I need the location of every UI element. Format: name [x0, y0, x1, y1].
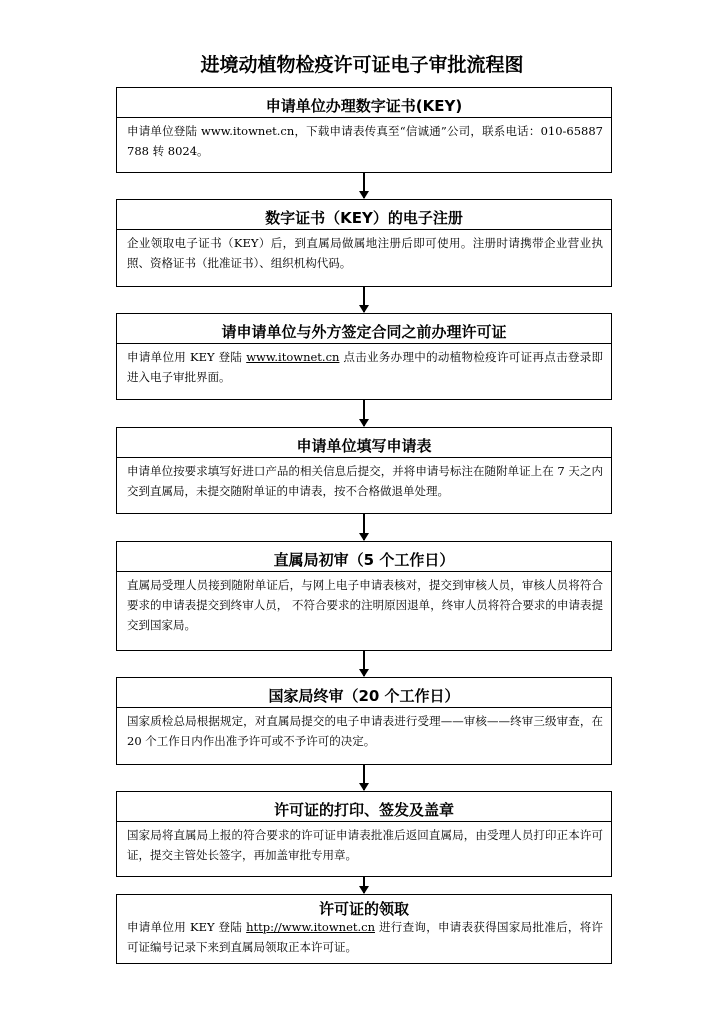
- arrow-4-5: [363, 514, 365, 540]
- step-1-title: 申请单位办理数字证书(KEY): [265, 97, 463, 115]
- step-2-box: [116, 199, 612, 287]
- step-7-box: [116, 791, 612, 877]
- step-2-text: 企业领取电子证书（KEY）后，到直属局做属地注册后即可使用。注册时请携带企业营业执照、资格证书（批准证书）、组织机构代码。: [127, 236, 603, 270]
- step-1-text: 申请单位登陆 www.itownet.cn，下载申请表传真至“信诚通”公司，联系电话：010-65887788 转 8024。: [127, 124, 603, 158]
- step-1-box: [116, 87, 612, 173]
- step-5-title: 直属局初审（5 个工作日）: [273, 551, 455, 569]
- arrow-3-4: [363, 400, 365, 426]
- step-3-text: [117, 344, 611, 387]
- step-3-text-post: 点击业务办理中的动植物检疫许可证再点击登录即进入电子审批界面。: [127, 350, 604, 384]
- step-4-text: 申请单位按要求填写好进口产品的相关信息后提交，并将申请号标注在随附单证上在 7 天之内交到直属局，未提交随附单证的申请表，按不合格做退单处理。: [127, 464, 603, 498]
- step-6-title: 国家局终审（20 个工作日）: [268, 687, 460, 705]
- step-3-title: 请申请单位与外方签定合同之前办理许可证: [221, 323, 507, 341]
- arrow-5-6: [363, 651, 365, 676]
- step-8-link[interactable]: http://www.itownet.cn: [246, 920, 375, 934]
- step-8-title: 许可证的领取: [318, 900, 409, 918]
- step-3-box: [116, 313, 612, 400]
- arrow-7-8: [363, 877, 365, 893]
- step-7-title: 许可证的打印、签发及盖章: [273, 801, 454, 819]
- step-6-box: [116, 677, 612, 765]
- step-7-text: 国家局将直属局上报的符合要求的许可证申请表批准后返回直属局，由受理人员打印正本许可证，提交主管处长签字，再加盖审批专用章。: [127, 828, 603, 862]
- step-5-box: [116, 541, 612, 651]
- step-6-text: 国家质检总局根据规定，对直属局提交的电子申请表进行受理——审核——终审三级审查，在 20 个工作日内作出准予许可或不予许可的决定。: [127, 714, 603, 748]
- step-5-text: 直属局受理人员接到随附单证后，与网上电子申请表核对，提交到审核人员，审核人员将符合要求的申请表提交到终审人员， 不符合要求的注明原因退单，终审人员将符合要求的申请表提交到国家局。: [127, 578, 603, 632]
- step-4-box: [116, 427, 612, 514]
- step-8-text-pre: 申请单位用 KEY 登陆: [127, 920, 247, 934]
- step-8-text: [117, 917, 611, 957]
- arrow-6-7: [363, 765, 365, 790]
- step-2-title: 数字证书（KEY）的电子注册: [265, 209, 463, 227]
- step-4-title: 申请单位填写申请表: [296, 437, 432, 455]
- arrow-1-2: [363, 173, 365, 198]
- step-8-box: [116, 894, 612, 964]
- step-8-text-post: 进行查询，申请表获得国家局批准后，将许可证编号记录下来到直属局领取正本许可证。: [127, 920, 604, 954]
- step-3-link[interactable]: www.itownet.cn: [246, 350, 340, 364]
- diagram-title: 进境动植物检疫许可证电子审批流程图: [200, 54, 524, 76]
- arrow-2-3: [363, 287, 365, 312]
- step-3-text-pre: 申请单位用 KEY 登陆: [127, 350, 247, 364]
